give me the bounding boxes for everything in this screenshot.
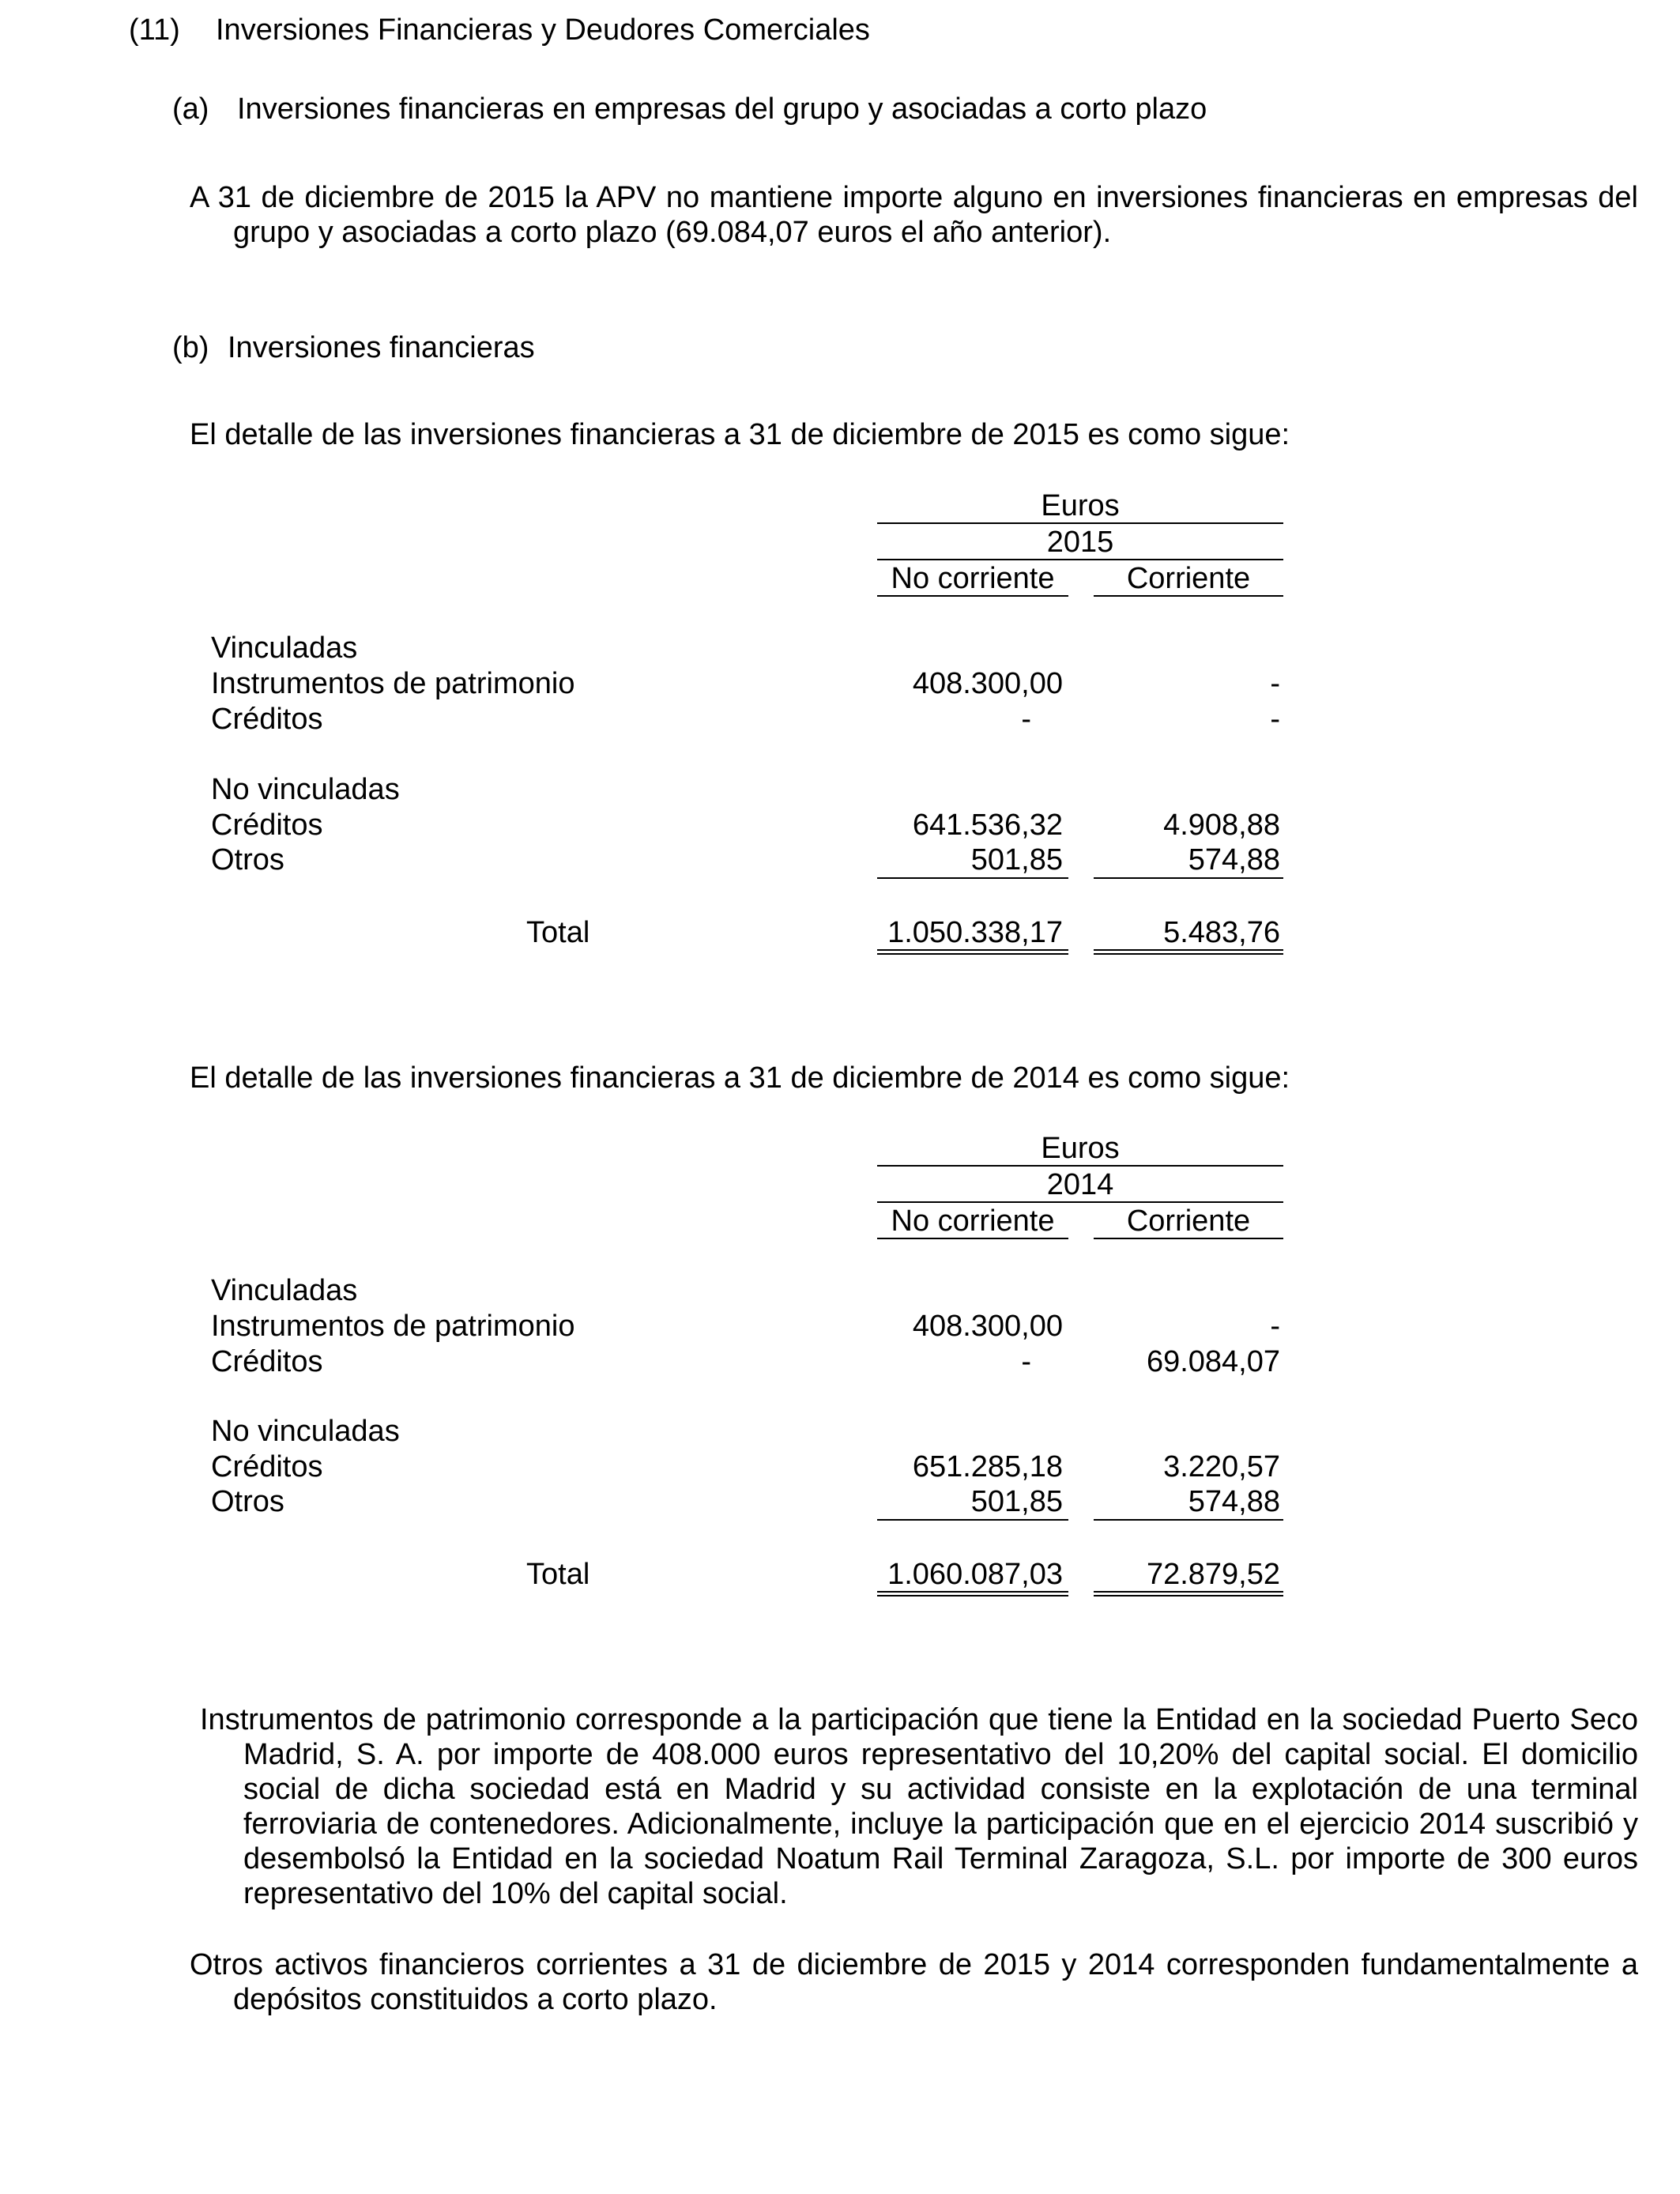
total-double-rule bbox=[1094, 949, 1283, 955]
subsection-a-letter: (a) bbox=[172, 92, 209, 126]
total-value: 72.879,52 bbox=[1146, 1558, 1280, 1591]
header-rule bbox=[877, 1201, 1283, 1203]
subsection-b-title: Inversiones financieras bbox=[228, 331, 535, 364]
row-label: Instrumentos de patrimonio bbox=[211, 667, 575, 700]
total-double-rule bbox=[1094, 1591, 1283, 1596]
table-year-header: 2015 bbox=[1046, 526, 1114, 559]
column-header-corriente: Corriente bbox=[1126, 562, 1251, 595]
header-rule bbox=[877, 522, 1283, 524]
cell-value: 3.220,57 bbox=[1163, 1450, 1280, 1483]
total-double-rule bbox=[877, 949, 1068, 955]
cell-value: 69.084,07 bbox=[1146, 1345, 1280, 1378]
note-otros-activos: Otros activos financieros corrientes a 31 de diciembre de 2015 y 2014 corresponden fundamentalmente a depósitos constituidos a corto plazo. bbox=[190, 1948, 1638, 2016]
header-rule bbox=[877, 1165, 1283, 1167]
row-label: Otros bbox=[211, 1485, 284, 1518]
row-label: Otros bbox=[211, 843, 284, 876]
cell-value: 408.300,00 bbox=[912, 1310, 1063, 1343]
header-rule bbox=[877, 559, 1283, 560]
table-year-header: 2014 bbox=[1046, 1168, 1114, 1201]
total-value: 5.483,76 bbox=[1163, 916, 1280, 949]
column-header-corriente: Corriente bbox=[1126, 1204, 1251, 1238]
subsection-a-paragraph: A 31 de diciembre de 2015 la APV no mantiene importe alguno en inversiones financieras en empresas del grupo y asociadas a corto plazo (69.084,07 euros el año anterior). bbox=[190, 181, 1638, 249]
cell-value: 651.285,18 bbox=[912, 1450, 1063, 1483]
row-label: Créditos bbox=[211, 1345, 323, 1378]
cell-value: - bbox=[1270, 667, 1280, 700]
header-rule bbox=[1094, 1238, 1283, 1239]
total-double-rule bbox=[877, 1591, 1068, 1596]
subtotal-rule bbox=[877, 1519, 1068, 1521]
subtotal-rule bbox=[1094, 877, 1283, 879]
column-header-no-corriente: No corriente bbox=[891, 1204, 1055, 1238]
row-label: Créditos bbox=[211, 809, 323, 842]
group-label-vinculadas: Vinculadas bbox=[211, 631, 358, 665]
subtotal-rule bbox=[877, 877, 1068, 879]
subsection-b-letter: (b) bbox=[172, 331, 209, 364]
cell-value: 574,88 bbox=[1188, 1485, 1280, 1518]
cell-value: 574,88 bbox=[1188, 843, 1280, 876]
row-label: Créditos bbox=[211, 703, 323, 736]
group-label-no-vinculadas: No vinculadas bbox=[211, 773, 400, 806]
note-instrumentos-patrimonio: Instrumentos de patrimonio corresponde a la participación que tiene la Entidad en la sociedad Puerto Seco Madrid, S. A. por importe de 408.000 euros representativo del 10,20% del capital social. El domicilio social de dicha sociedad está en Madrid y su actividad consiste en la explotación de una terminal ferroviaria de contenedores. Adicionalmente, incluye la participación que en el ejercicio 2014 suscribió y desembolsó la Entidad en la sociedad Noatum Rail Terminal Zaragoza, S.L. por importe de 300 euros representativo del 10% del capital social. bbox=[200, 1703, 1638, 1910]
total-label: Total bbox=[526, 916, 590, 949]
table-intro: El detalle de las inversiones financieras a 31 de diciembre de 2014 es como sigue: bbox=[190, 1061, 1290, 1095]
column-header-no-corriente: No corriente bbox=[891, 562, 1055, 595]
section-title: Inversiones Financieras y Deudores Comerciales bbox=[216, 13, 870, 47]
cell-value: 641.536,32 bbox=[912, 809, 1063, 842]
header-rule bbox=[1094, 595, 1283, 597]
table-unit-header: Euros bbox=[1041, 489, 1120, 522]
total-value: 1.060.087,03 bbox=[887, 1558, 1063, 1591]
cell-value: 4.908,88 bbox=[1163, 809, 1280, 842]
cell-value: - bbox=[1021, 1345, 1031, 1378]
subtotal-rule bbox=[1094, 1519, 1283, 1521]
group-label-no-vinculadas: No vinculadas bbox=[211, 1415, 400, 1448]
subsection-a-title: Inversiones financieras en empresas del grupo y asociadas a corto plazo bbox=[237, 92, 1207, 126]
cell-value: - bbox=[1270, 703, 1280, 736]
group-label-vinculadas: Vinculadas bbox=[211, 1274, 358, 1307]
row-label: Créditos bbox=[211, 1450, 323, 1483]
cell-value: - bbox=[1021, 703, 1031, 736]
cell-value: 408.300,00 bbox=[912, 667, 1063, 700]
total-label: Total bbox=[526, 1558, 590, 1591]
cell-value: 501,85 bbox=[970, 1485, 1063, 1518]
table-unit-header: Euros bbox=[1041, 1132, 1120, 1165]
section-number: (11) bbox=[129, 13, 180, 47]
row-label: Instrumentos de patrimonio bbox=[211, 1310, 575, 1343]
header-rule bbox=[877, 595, 1068, 597]
cell-value: - bbox=[1270, 1310, 1280, 1343]
header-rule bbox=[877, 1238, 1068, 1239]
table-intro: El detalle de las inversiones financieras a 31 de diciembre de 2015 es como sigue: bbox=[190, 418, 1290, 451]
total-value: 1.050.338,17 bbox=[887, 916, 1063, 949]
cell-value: 501,85 bbox=[970, 843, 1063, 876]
